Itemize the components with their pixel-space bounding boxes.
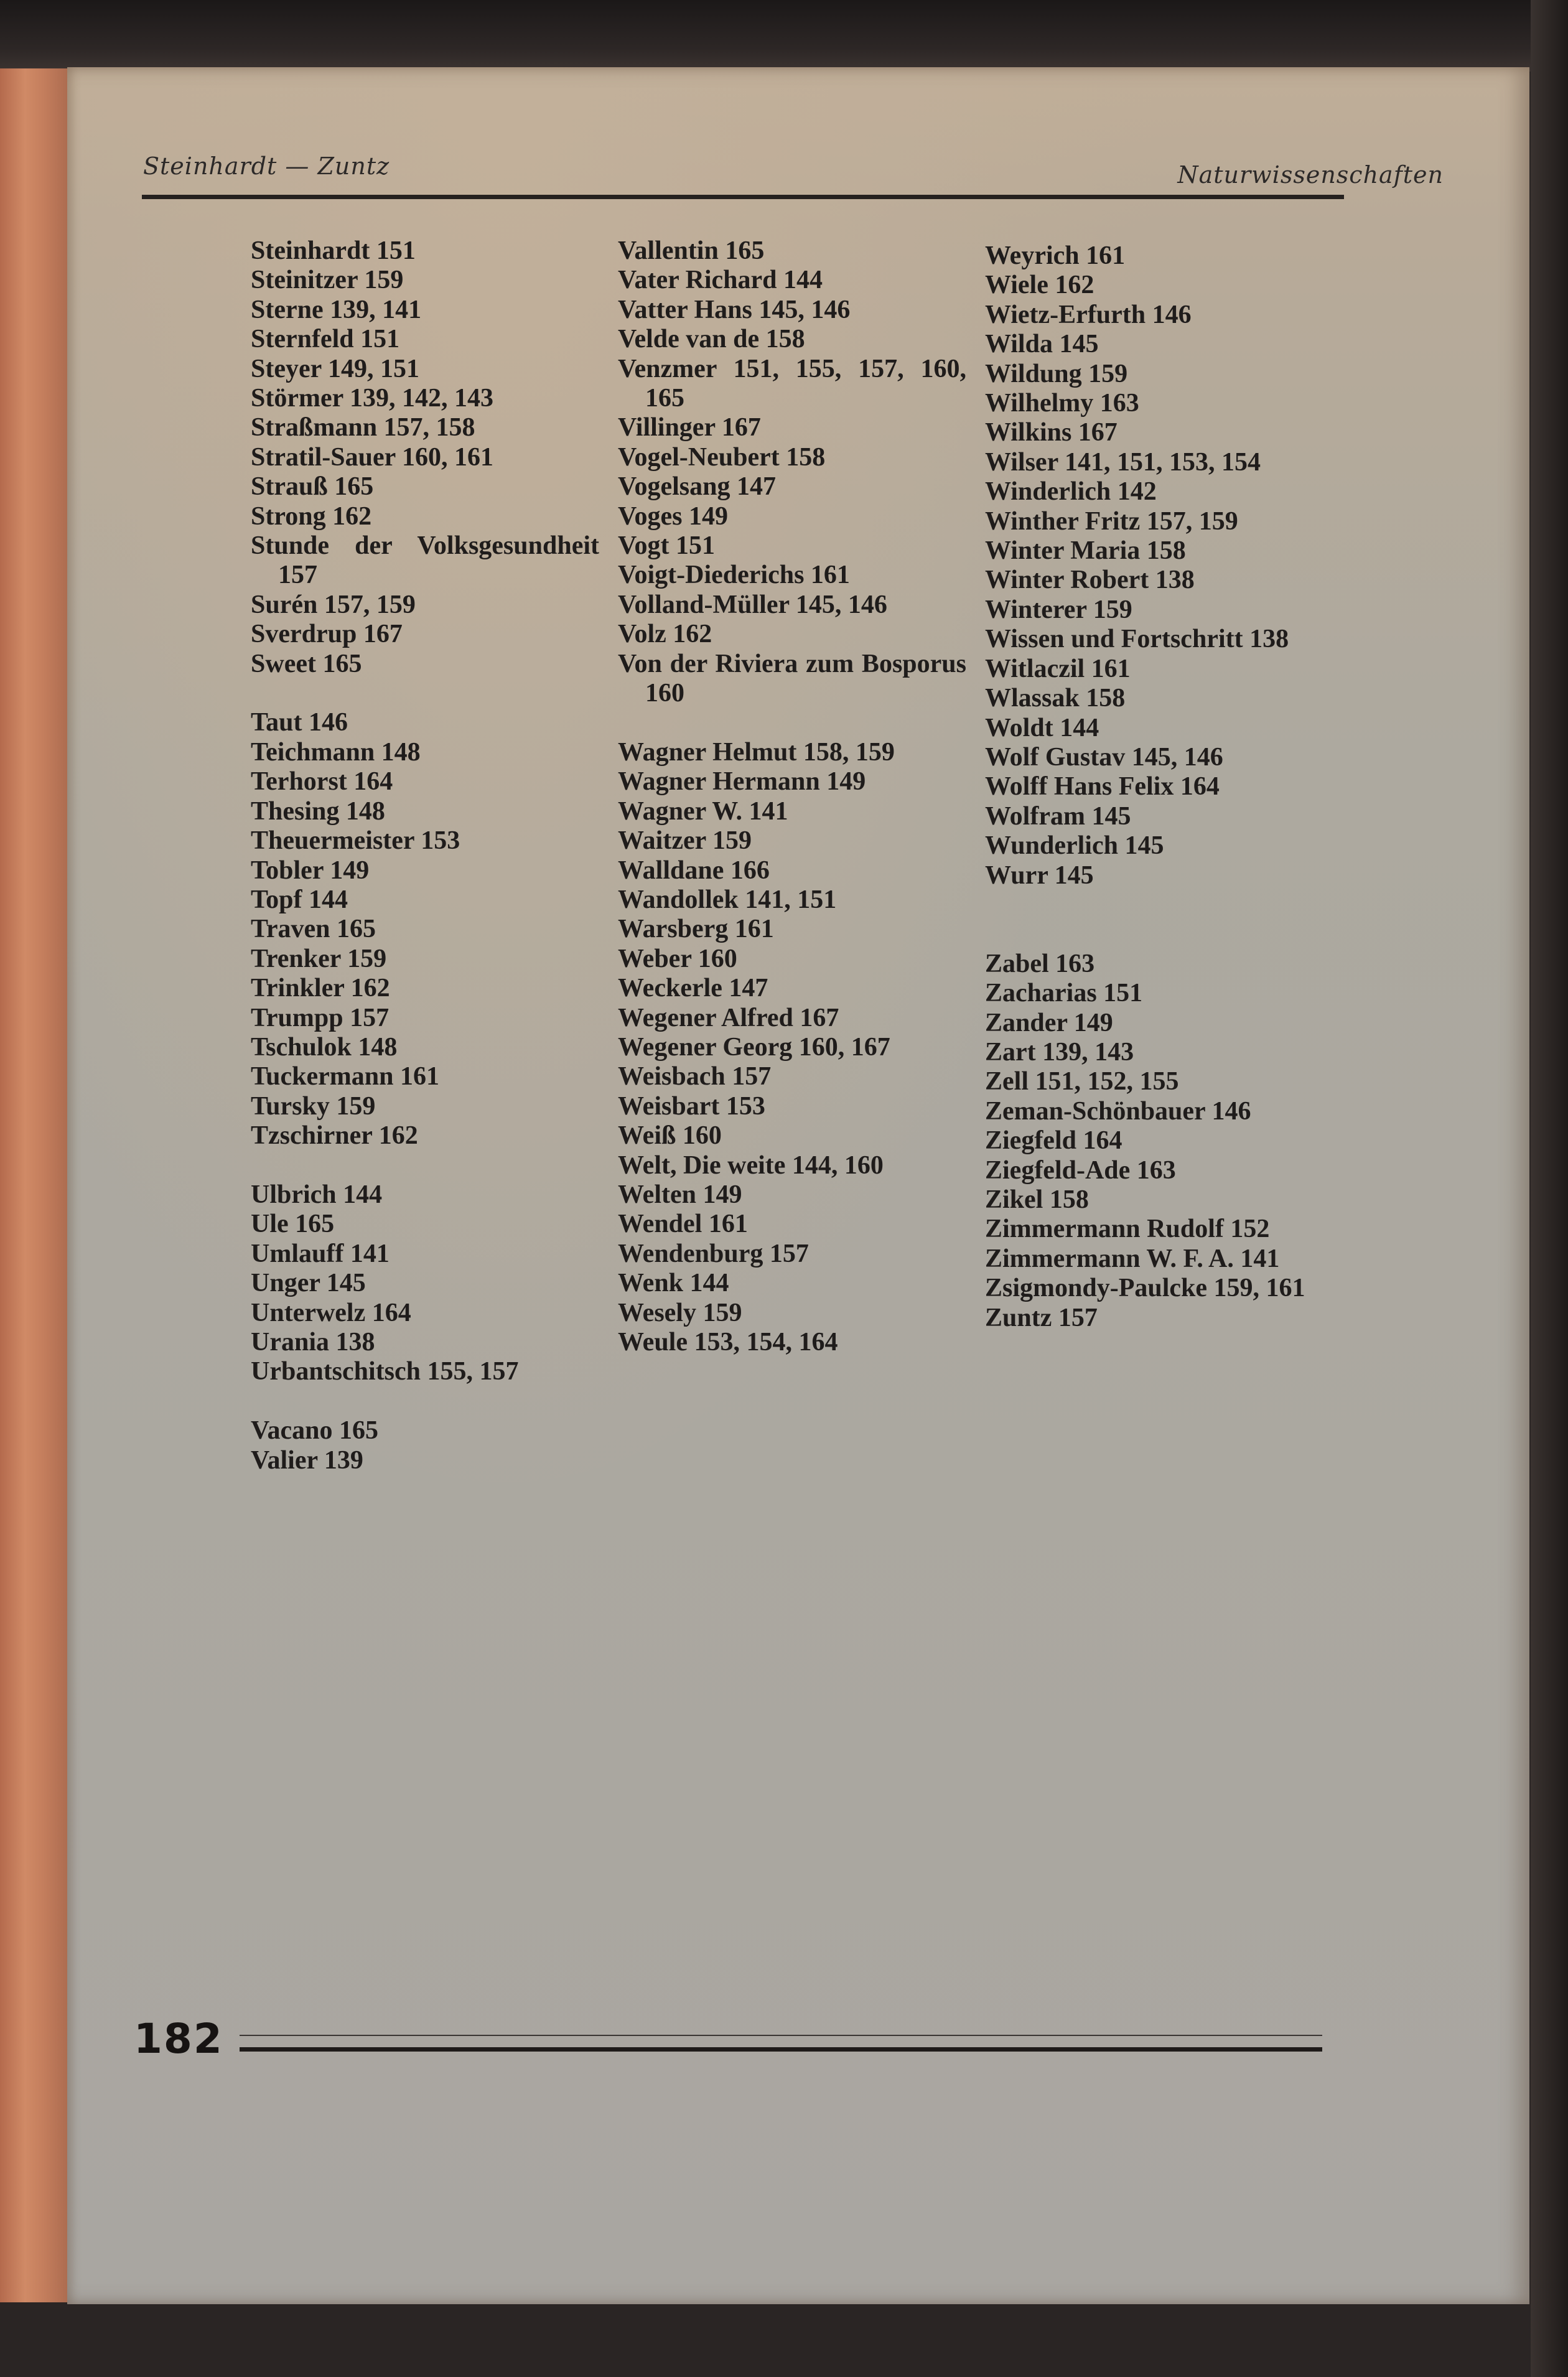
- header-rule: [142, 195, 1344, 199]
- index-entry: Vogel-Neubert 158: [618, 442, 826, 472]
- index-entry: Vater Richard 144: [618, 266, 823, 295]
- index-column-3: [985, 241, 1333, 1333]
- index-entry: Wendel 161: [618, 1210, 748, 1239]
- index-entry: Zabel 163: [985, 949, 1095, 978]
- index-entry: Strong 162: [251, 502, 372, 531]
- index-entry: Theuermeister 153: [251, 826, 460, 856]
- index-entry: Zimmermann Rudolf 152: [985, 1215, 1270, 1244]
- index-entry: Trenker 159: [251, 944, 387, 973]
- index-entry: Straßmann 157, 158: [251, 413, 475, 442]
- index-entry: Sweet 165: [251, 649, 362, 678]
- index-entry: Strauß 165: [251, 472, 374, 502]
- index-entry: Tschulok 148: [251, 1032, 398, 1062]
- index-entry: Steinitzer 159: [251, 266, 404, 295]
- index-entry: Warsberg 161: [618, 915, 774, 944]
- index-entry: Walldane 166: [618, 856, 770, 885]
- index-entry: Volz 162: [618, 620, 712, 649]
- index-entry: Zikel 158: [985, 1185, 1089, 1214]
- index-entry: Zuntz 157: [985, 1303, 1098, 1332]
- index-entry: Stunde der Volksgesundheit 157: [251, 531, 599, 590]
- index-entry: Weber 160: [618, 944, 737, 973]
- index-entry: Trinkler 162: [251, 974, 390, 1003]
- index-entry: Wandollek 141, 151: [618, 885, 837, 914]
- running-head-right: Naturwissenschaften: [1177, 161, 1444, 189]
- index-entry: Zimmermann W. F. A. 141: [985, 1244, 1280, 1273]
- index-entry: Wendenburg 157: [618, 1239, 809, 1268]
- index-entry: Wietz-Erfurth 146: [985, 300, 1192, 329]
- index-entry: Trumpp 157: [251, 1003, 390, 1032]
- page-edge: [0, 68, 73, 2302]
- index-entry: Tobler 149: [251, 856, 370, 885]
- index-entry: Terhorst 164: [251, 767, 393, 796]
- index-entry: Valier 139: [251, 1445, 363, 1475]
- index-entry: Wegener Alfred 167: [618, 1003, 839, 1032]
- index-entry: Unterwelz 164: [251, 1298, 411, 1327]
- running-head: [143, 152, 1444, 190]
- index-entry: Wlassak 158: [985, 684, 1126, 713]
- index-entry: Unger 145: [251, 1269, 366, 1298]
- index-entry: Voges 149: [618, 502, 728, 531]
- index-entry: Weyrich 161: [985, 241, 1126, 270]
- index-entry: Winderlich 142: [985, 477, 1157, 507]
- index-entry: Ziegfeld-Ade 163: [985, 1156, 1176, 1185]
- index-entry: Sternfeld 151: [251, 325, 400, 354]
- index-entry: Welt, Die weite 144, 160: [618, 1151, 884, 1180]
- index-entry: Umlauff 141: [251, 1239, 390, 1268]
- index-entry: Wildung 159: [985, 359, 1128, 388]
- index-entry: Störmer 139, 142, 143: [251, 384, 493, 413]
- section-gap: [251, 679, 599, 708]
- index-entry: Volland-Müller 145, 146: [618, 590, 887, 619]
- index-entry: Ule 165: [251, 1210, 335, 1239]
- footer-rule-thin: [240, 2035, 1322, 2036]
- index-entry: Wilkins 167: [985, 418, 1118, 447]
- footer-rule-thick: [240, 2047, 1322, 2052]
- section-gap: [985, 890, 1333, 920]
- book-binding-right: [1531, 0, 1568, 2377]
- index-entry: Wagner Helmut 158, 159: [618, 737, 895, 767]
- index-entry: Villinger 167: [618, 413, 761, 442]
- index-entry: Weiß 160: [618, 1121, 722, 1151]
- index-entry: Urbantschitsch 155, 157: [251, 1357, 519, 1386]
- index-entry: Zell 151, 152, 155: [985, 1067, 1179, 1096]
- index-entry: Waitzer 159: [618, 826, 752, 856]
- index-entry: Winter Robert 138: [985, 566, 1195, 595]
- index-entry: Sterne 139, 141: [251, 295, 422, 324]
- index-entry: Wilda 145: [985, 330, 1099, 359]
- index-entry: Stratil-Sauer 160, 161: [251, 442, 494, 472]
- index-entry: Zander 149: [985, 1008, 1113, 1037]
- index-entry: Welten 149: [618, 1180, 742, 1209]
- index-entry: Weckerle 147: [618, 974, 768, 1003]
- index-entry: Weisbach 157: [618, 1062, 772, 1091]
- index-entry: Winterer 159: [985, 595, 1132, 624]
- index-entry: Weisbart 153: [618, 1091, 765, 1121]
- index-entry: Ziegfeld 164: [985, 1126, 1122, 1156]
- index-entry: Traven 165: [251, 915, 376, 944]
- index-entry: Steinhardt 151: [251, 236, 416, 265]
- index-entry: Vatter Hans 145, 146: [618, 295, 851, 324]
- index-entry: Tuckermann 161: [251, 1062, 440, 1091]
- index-entry: Wenk 144: [618, 1269, 729, 1298]
- index-entry: Zacharias 151: [985, 979, 1143, 1008]
- index-entry: Witlaczil 161: [985, 654, 1131, 683]
- index-entry: Wilser 141, 151, 153, 154: [985, 447, 1261, 477]
- index-entry: Wissen und Fortschritt 138: [985, 625, 1289, 654]
- index-entry: Venzmer 151, 155, 157, 160, 165: [618, 354, 966, 413]
- index-entry: Von der Riviera zum Bosporus 160: [618, 649, 966, 708]
- index-entry: Taut 146: [251, 708, 348, 737]
- index-entry: Tzschirner 162: [251, 1121, 418, 1151]
- index-entry: Wagner W. 141: [618, 796, 788, 826]
- index-entry: Wagner Hermann 149: [618, 767, 866, 796]
- index-entry: Wegener Georg 160, 167: [618, 1032, 890, 1062]
- index-entry: Wilhelmy 163: [985, 389, 1139, 418]
- index-entry: Steyer 149, 151: [251, 354, 420, 383]
- index-entry: Zsigmondy-Paulcke 159, 161: [985, 1274, 1305, 1303]
- index-column-1: [251, 236, 599, 1475]
- page-number: 182: [134, 2015, 223, 2063]
- index-entry: Vogt 151: [618, 531, 715, 561]
- index-entry: Vogelsang 147: [618, 472, 776, 502]
- index-entry: Woldt 144: [985, 713, 1099, 742]
- index-entry: Wolf Gustav 145, 146: [985, 742, 1223, 772]
- index-entry: Wunderlich 145: [985, 831, 1164, 861]
- section-gap: [618, 709, 966, 738]
- index-entry: Urania 138: [251, 1328, 375, 1357]
- index-entry: Wolff Hans Felix 164: [985, 772, 1220, 801]
- index-entry: Zart 139, 143: [985, 1037, 1134, 1067]
- index-entry: Sverdrup 167: [251, 620, 403, 649]
- index-entry: Wolfram 145: [985, 801, 1131, 831]
- index-entry: Surén 157, 159: [251, 590, 416, 619]
- index-entry: Weule 153, 154, 164: [618, 1328, 838, 1357]
- index-entry: Vallentin 165: [618, 236, 765, 265]
- index-entry: Wurr 145: [985, 861, 1094, 890]
- index-entry: Thesing 148: [251, 796, 385, 826]
- index-entry: Winther Fritz 157, 159: [985, 507, 1238, 536]
- index-entry: Zeman-Schönbauer 146: [985, 1096, 1251, 1126]
- index-entry: Vacano 165: [251, 1416, 378, 1445]
- book-binding-top: [0, 0, 1568, 72]
- index-entry: Ulbrich 144: [251, 1180, 383, 1209]
- index-entry: Wiele 162: [985, 271, 1094, 300]
- running-head-left: Steinhardt — Zuntz: [143, 152, 390, 180]
- index-entry: Teichmann 148: [251, 737, 421, 767]
- index-entry: Voigt-Diederichs 161: [618, 561, 850, 590]
- index-entry: Wesely 159: [618, 1298, 742, 1327]
- section-gap: [985, 920, 1333, 949]
- index-entry: Winter Maria 158: [985, 536, 1186, 566]
- index-column-2: [618, 236, 966, 1357]
- index-entry: Tursky 159: [251, 1091, 376, 1121]
- section-gap: [251, 1151, 599, 1180]
- index-entry: Velde van de 158: [618, 325, 805, 354]
- index-entry: Topf 144: [251, 885, 348, 914]
- section-gap: [251, 1387, 599, 1416]
